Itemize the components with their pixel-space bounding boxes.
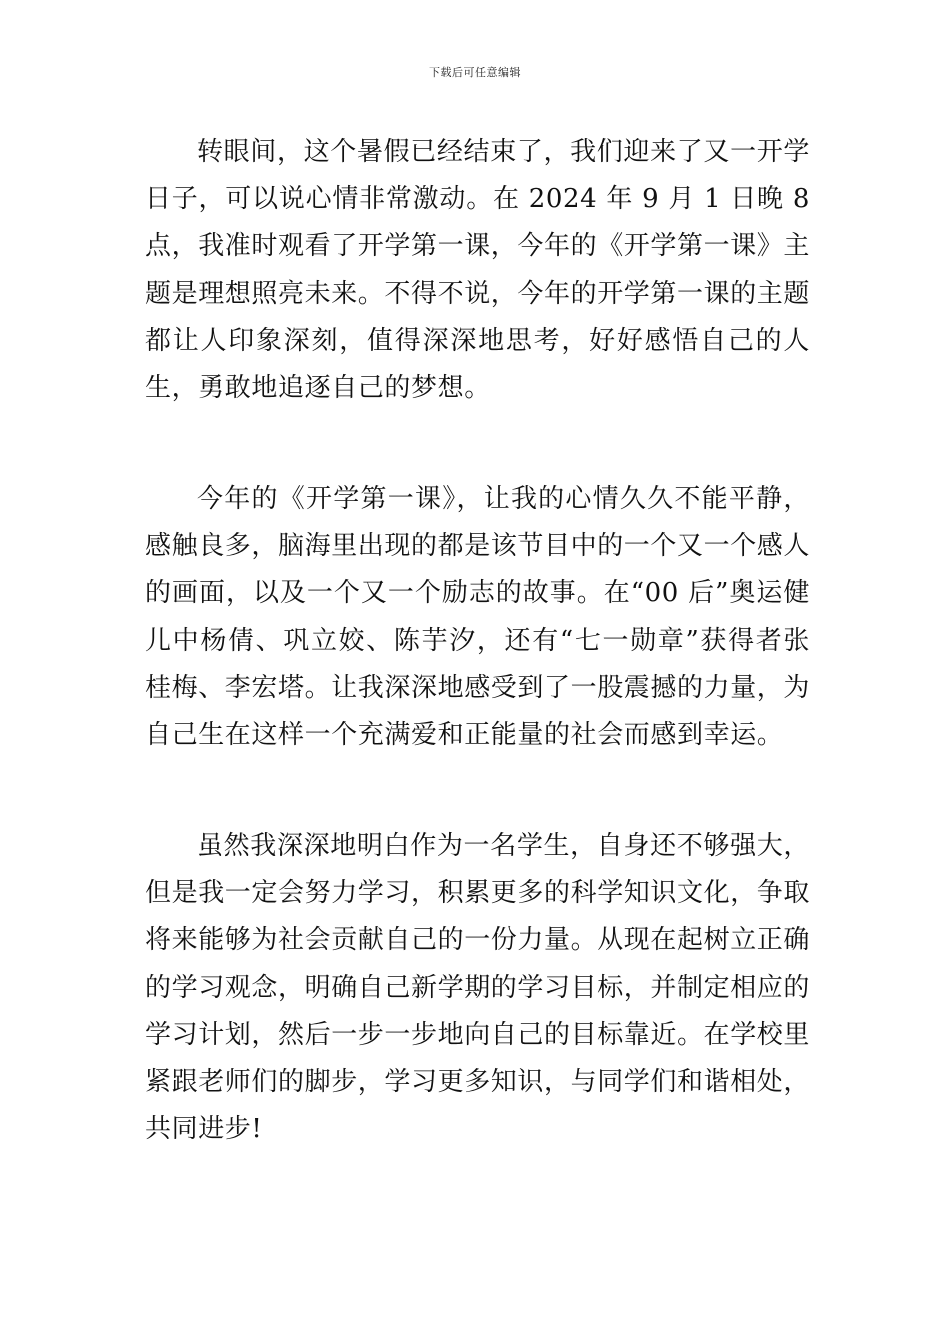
paragraph-1: 转眼间，这个暑假已经结束了，我们迎来了又一开学日子，可以说心情非常激动。在 2024 年 9 月 1 日晚 8 点，我准时观看了开学第一课，今年的《开学第一课》主题是理想照亮未来。不得不说，今年的开学第一课的主题都让人印象深刻，值得深深地思考，好好感悟自己的人生，勇敢地追逐自己的梦想。 bbox=[145, 137, 811, 404]
header-note: 下载后可任意编辑 bbox=[429, 66, 521, 79]
paragraph-2: 今年的《开学第一课》，让我的心情久久不能平静，感触良多，脑海里出现的都是该节目中的一个又一个感人的画面，以及一个又一个励志的故事。在“00 后”奥运健儿中杨倩、巩立姣、陈芋汐，还有“七一勋章”获得者张桂梅、李宏塔。让我深深地感受到了一股震撼的力量，为自己生在这样一个充满爱和正能量的社会而感到幸运。 bbox=[145, 484, 811, 751]
paragraph-3: 虽然我深深地明白作为一名学生，自身还不够强大，但是我一定会努力学习，积累更多的科学知识文化，争取将来能够为社会贡献自己的一份力量。从现在起树立正确的学习观念，明确自己新学期的学习目标，并制定相应的学习计划，然后一步一步地向自己的目标靠近。在学校里紧跟老师们的脚步，学习更多知识，与同学们和谐相处，共同进步! bbox=[145, 831, 811, 1145]
